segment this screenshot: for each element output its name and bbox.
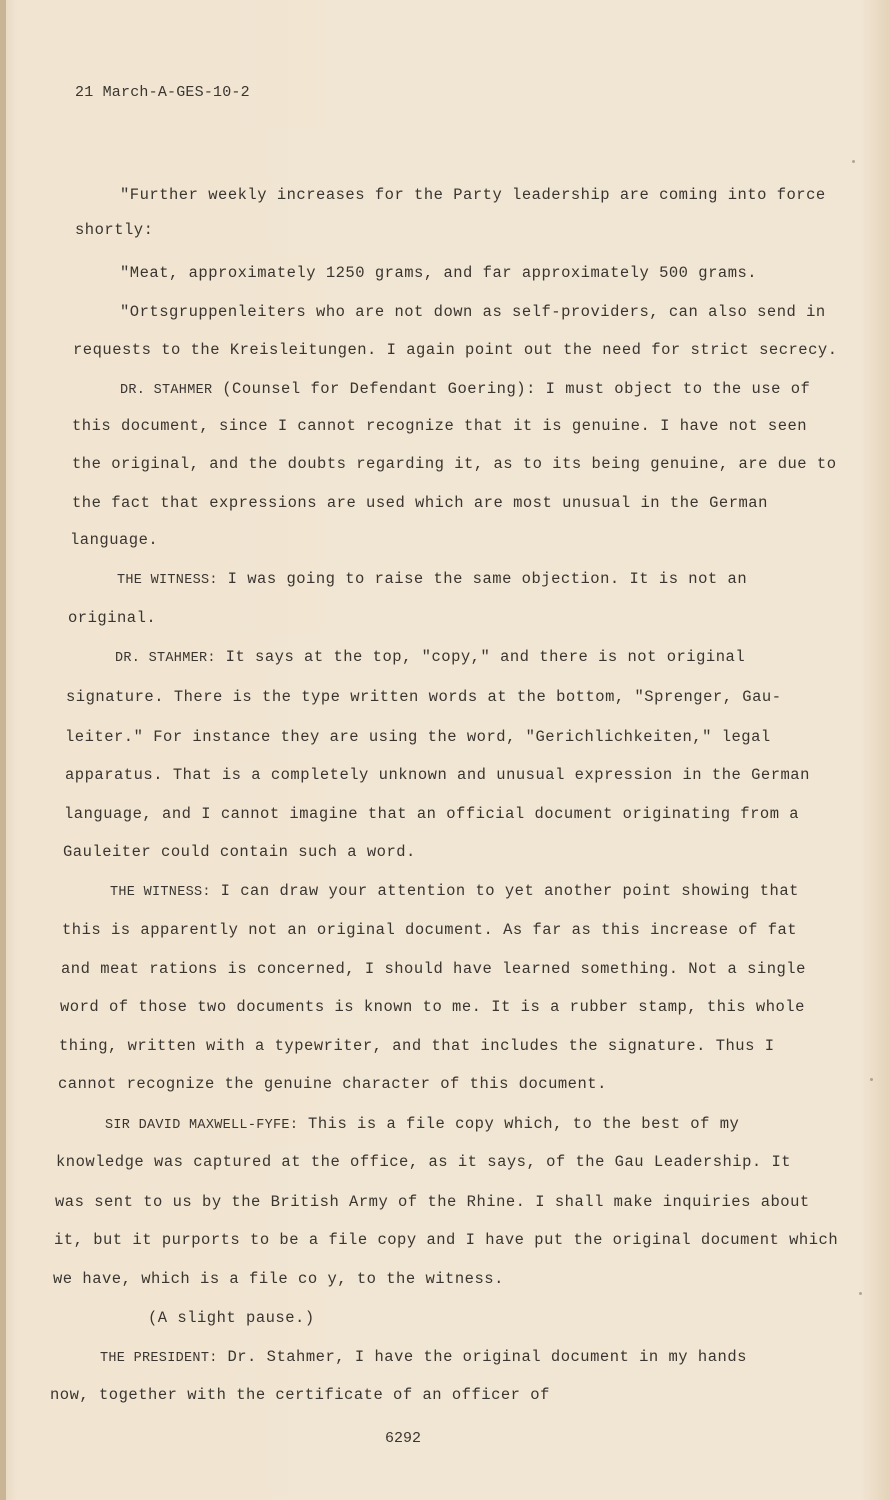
text-line: original. bbox=[68, 609, 157, 627]
speaker-label: DR. STAHMER bbox=[120, 383, 213, 398]
text-line: knowledge was captured at the office, as it says, of the Gau Leadership. It bbox=[56, 1153, 792, 1171]
text-span: This is a file copy which, to the best of my bbox=[308, 1115, 740, 1133]
speaker-label: SIR DAVID MAXWELL-FYFE: bbox=[105, 1118, 299, 1133]
text-line: was sent to us by the British Army of the Rhine. I shall make inquiries about bbox=[55, 1193, 810, 1211]
speaker-label: THE PRESIDENT: bbox=[100, 1351, 218, 1366]
stage-direction: (A slight pause.) bbox=[148, 1309, 315, 1327]
page-edge bbox=[0, 0, 6, 1500]
speech-line bbox=[100, 1348, 747, 1366]
text-line: language, and I cannot imagine that an official document originating from a bbox=[64, 805, 800, 823]
text-line: language. bbox=[70, 531, 159, 549]
text-line: it, but it purports to be a file copy and I have put the original document which bbox=[54, 1231, 839, 1249]
text-span: It says at the top, "copy," and there is not original bbox=[225, 648, 746, 666]
text-line: apparatus. That is a completely unknown and unusual expression in the German bbox=[65, 766, 810, 784]
text-span: I can draw your attention to yet another point showing that bbox=[220, 882, 799, 900]
text-line: word of those two documents is known to me. It is a rubber stamp, this whole bbox=[60, 998, 805, 1016]
speech-line bbox=[110, 882, 799, 900]
text-line: shortly: bbox=[75, 221, 154, 239]
text-line: leiter." For instance they are using the word, "Gerichlichkeiten," legal bbox=[65, 728, 771, 746]
text-line: this is apparently not an original document. As far as this increase of fat bbox=[62, 921, 798, 939]
text-line: "Meat, approximately 1250 grams, and far approximately 500 grams. bbox=[120, 264, 758, 282]
text-line: this document, since I cannot recognize that it is genuine. I have not seen bbox=[72, 417, 808, 435]
text-span: (Counsel for Defendant Goering): I must object to the use of bbox=[222, 380, 811, 398]
page-number: 6292 bbox=[385, 1430, 422, 1447]
paper-speck bbox=[859, 1292, 862, 1295]
speaker-label: THE WITNESS: bbox=[110, 885, 211, 900]
text-line: now, together with the certificate of an officer of bbox=[50, 1386, 550, 1404]
text-span: I was going to raise the same objection. It is not an bbox=[227, 570, 748, 588]
speech-line bbox=[117, 570, 747, 588]
text-line: signature. There is the type written words at the bottom, "Sprenger, Gau- bbox=[66, 688, 782, 706]
page-header: 21 March-A-GES-10-2 bbox=[75, 84, 250, 101]
speaker-label: DR. STAHMER: bbox=[115, 651, 216, 666]
speech-line bbox=[115, 648, 745, 666]
text-line: and meat rations is concerned, I should have learned something. Not a single bbox=[61, 960, 806, 978]
text-line: "Ortsgruppenleiters who are not down as self-providers, can also send in bbox=[120, 303, 826, 321]
text-line: the original, and the doubts regarding it, as to its being genuine, are due to bbox=[72, 455, 837, 473]
text-line: the fact that expressions are used which are most unusual in the German bbox=[72, 494, 768, 512]
paper-speck bbox=[870, 1078, 873, 1081]
speech-line bbox=[105, 1115, 739, 1133]
text-line: thing, written with a typewriter, and that includes the signature. Thus I bbox=[59, 1037, 775, 1055]
speech-line bbox=[120, 380, 810, 398]
speaker-label: THE WITNESS: bbox=[117, 573, 218, 588]
paper-speck bbox=[852, 160, 855, 163]
text-line: "Further weekly increases for the Party leadership are coming into force bbox=[120, 186, 826, 204]
text-line: we have, which is a file co y, to the witness. bbox=[53, 1270, 504, 1288]
text-line: Gauleiter could contain such a word. bbox=[63, 843, 416, 861]
text-line: requests to the Kreisleitungen. I again point out the need for strict secrecy. bbox=[73, 341, 838, 359]
text-span: Dr. Stahmer, I have the original document in my hands bbox=[227, 1348, 747, 1366]
text-line: cannot recognize the genuine character of this document. bbox=[58, 1075, 607, 1093]
